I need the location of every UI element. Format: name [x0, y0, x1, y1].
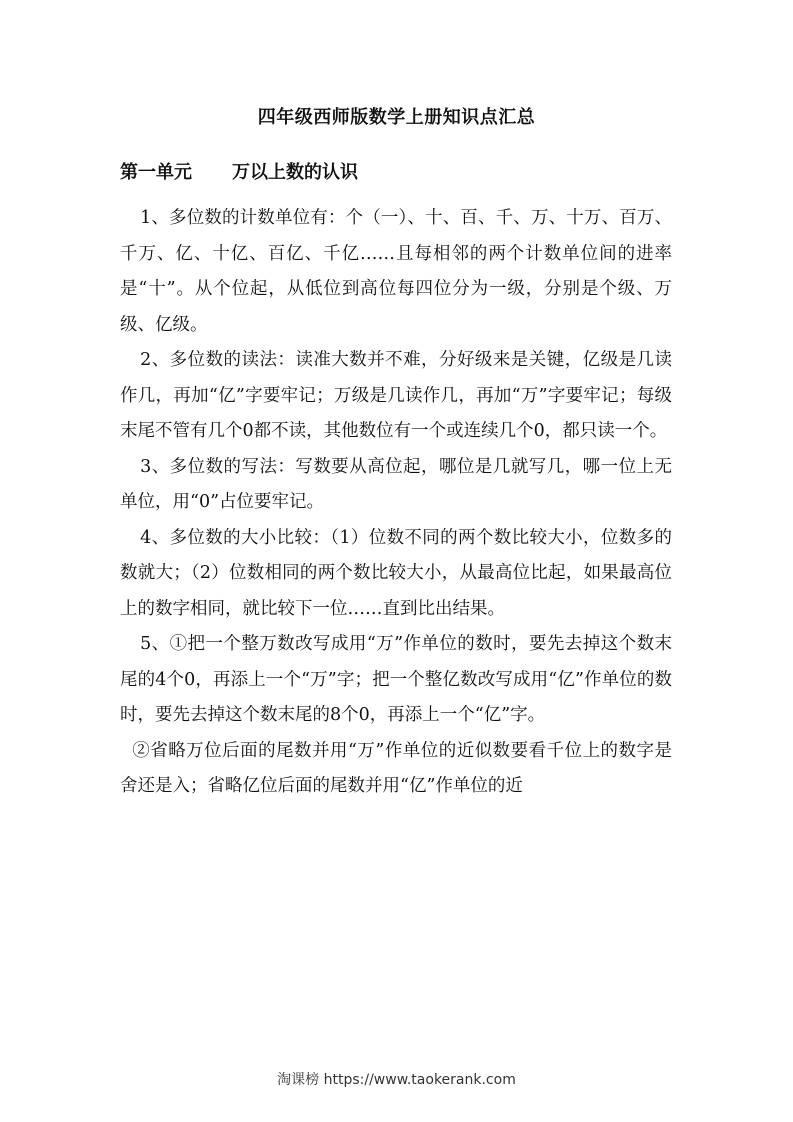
unit-name: 万以上数的认识 — [232, 162, 358, 183]
paragraph-1: 1、多位数的计数单位有：个（一）、十、百、千、万、十万、百万、千万、亿、十亿、百亿、千亿……且每相邻的两个计数单位间的进率是“十”。从个位起，从低位到高位每四位分为一级，分别是个级、万级、亿级。 — [120, 208, 672, 335]
footer-watermark: 淘课榜 https://www.taokerank.com — [277, 1072, 516, 1088]
unit-label: 第一单元 — [120, 162, 192, 183]
paragraph-2: 2、多位数的读法：读准大数并不难，分好级来是关键，亿级是几读作几，再加“亿”字要牢记；万级是几读作几，再加“万”字要牢记；每级末尾不管有几个0都不读，其他数位有一个或连续几个0，都只读一个。 — [120, 350, 672, 441]
paragraph-6: ②省略万位后面的尾数并用“万”作单位的近似数要看千位上的数字是舍还是入；省略亿位后面的尾数并用“亿”作单位的近 — [120, 740, 672, 796]
paragraph-5: 5、①把一个整万数改写成用“万”作单位的数时，要先去掉这个数末尾的4个0，再添上一个“万”字；把一个整亿数改写成用“亿”作单位的数时，要先去掉这个数末尾的8个0，再添上一个“亿”字。 — [120, 634, 672, 725]
page-title: 四年级西师版数学上册知识点汇总 — [257, 107, 536, 128]
unit-heading — [120, 161, 358, 185]
paragraph-3: 3、多位数的写法：写数要从高位起，哪位是几就写几，哪一位上无单位，用“0”占位要牢记。 — [120, 456, 672, 512]
paragraph-4: 4、多位数的大小比较：（1）位数不同的两个数比较大小，位数多的数就大；（2）位数相同的两个数比较大小，从最高位比起，如果最高位上的数字相同，就比较下一位……直到比出结果。 — [120, 527, 672, 619]
body-text — [120, 201, 672, 805]
